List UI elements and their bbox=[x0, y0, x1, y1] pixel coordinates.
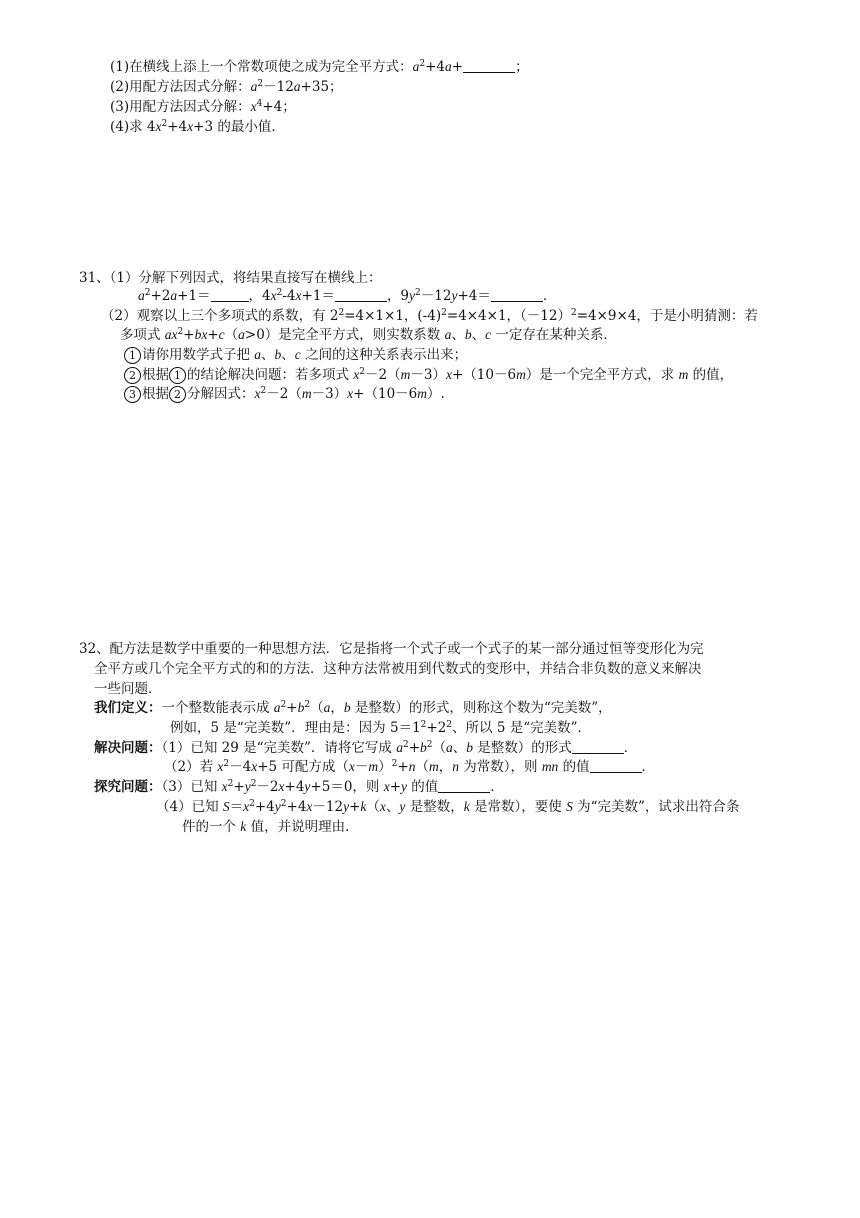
answer-blank[interactable] bbox=[335, 287, 387, 302]
q32-intro-line3: 一些问题． bbox=[94, 681, 162, 697]
q32-explore-3: 探究问题：（3）已知 $x^2+y^2-2x+4y+5=0$，则 x+y 的值 ． bbox=[94, 779, 504, 795]
answer-blank[interactable] bbox=[590, 758, 642, 773]
answer-blank[interactable] bbox=[463, 58, 515, 73]
circled-number-2: 2 bbox=[169, 386, 186, 403]
q32-solve-1: 解决问题：（1）已知 29 是“完美数”．请将它写成 $a^2+b^2(a$、b 是整数）的形式 ． bbox=[94, 740, 638, 756]
q32-intro-line2: 全平方或几个完全平方式的和的方法．这种方法常被用到代数式的变形中，并结合非负数的意义来解决 bbox=[94, 661, 702, 677]
answer-blank[interactable] bbox=[491, 287, 543, 302]
q32-solve-2: （2）若 $x^2-4x+5$ 可配方成$(x-m)^2+n(m$，n 为常数），则 mn 的值 ． bbox=[164, 759, 656, 775]
circled-number-1: 1 bbox=[124, 347, 141, 364]
definition-label: 我们定义： bbox=[94, 700, 162, 716]
q30-part2: (2)用配方法因式分解：$a^2-12a+35$； bbox=[110, 79, 343, 95]
q31-sub1: 1 请你用数学式子把 a、b、c 之间的这种关系表示出来； bbox=[124, 346, 467, 364]
circled-number-3: 3 bbox=[124, 386, 141, 403]
q32-definition: 我们定义：一个整数能表示成 $a^2+b^2(a$，b 是整数）的形式，则称这个数为“完美数”， bbox=[94, 700, 612, 716]
answer-blank[interactable] bbox=[211, 287, 249, 302]
q30-part3: (3)用配方法因式分解：$x^4+4$； bbox=[110, 99, 296, 115]
circled-number-1: 1 bbox=[169, 367, 186, 384]
solve-label: 解决问题： bbox=[94, 740, 162, 756]
q32-explore-4: （4）已知 $S=x^2+4y^2+4x-12y+k(x$、y 是整数，k 是常数），要使 S 为“完美数”，试求出符合条 bbox=[156, 799, 740, 815]
q30-part4: (4)求 $4x^2+4x+3$ 的最小值． bbox=[110, 119, 285, 135]
q32-definition-example: 例如，5 是“完美数”．理由是：因为 $5=1^2+2^2$、所以 5 是“完美数”． bbox=[170, 720, 592, 736]
q30-part1: (1)在横线上添上一个常数项使之成为完全平方式：$a^2+4a+$ ； bbox=[110, 59, 529, 75]
q31-heading: 31、（1）分解下列因式，将结果直接写在横线上： bbox=[79, 270, 382, 286]
q32-intro-line1: 32、配方法是数学中重要的一种思想方法．它是指将一个式子或一个式子的某一部分通过恒等变形化为完 bbox=[79, 641, 704, 657]
q31-factor-line: $a^2+2a+1=$ ，$4x^2-4x+1=$ ，$9y^2-12y+4=$ ． bbox=[138, 288, 557, 304]
q31-observation: （2）观察以上三个多项式的系数，有 $2^2=4\times 1\times 1$，$(-4)^2=4\times 4\times 1$，$(-12)^2=4\times 9\times 4$，于是小明猜测：若 bbox=[101, 308, 758, 324]
q31-observation-cont: 多项式 $ax^2+bx+c(a>0)$是完全平方式，则实数系数 a、b、c 一定存在某种关系． bbox=[120, 327, 617, 343]
q32-explore-4-cont: 件的一个 k 值，并说明理由． bbox=[182, 819, 359, 835]
answer-blank[interactable] bbox=[572, 739, 624, 754]
q31-sub3: 3 根据 2 分解因式：$x^2-2(m-3)x+(10-6m)$. bbox=[124, 385, 445, 403]
answer-blank[interactable] bbox=[438, 778, 490, 793]
circled-number-2: 2 bbox=[124, 367, 141, 384]
explore-label: 探究问题： bbox=[94, 779, 162, 795]
q31-sub2: 2 根据 1 的结论解决问题：若多项式 $x^2-2(m-3)x+(10-6m)$是一个完全平方式，求 m 的值， bbox=[124, 366, 733, 384]
